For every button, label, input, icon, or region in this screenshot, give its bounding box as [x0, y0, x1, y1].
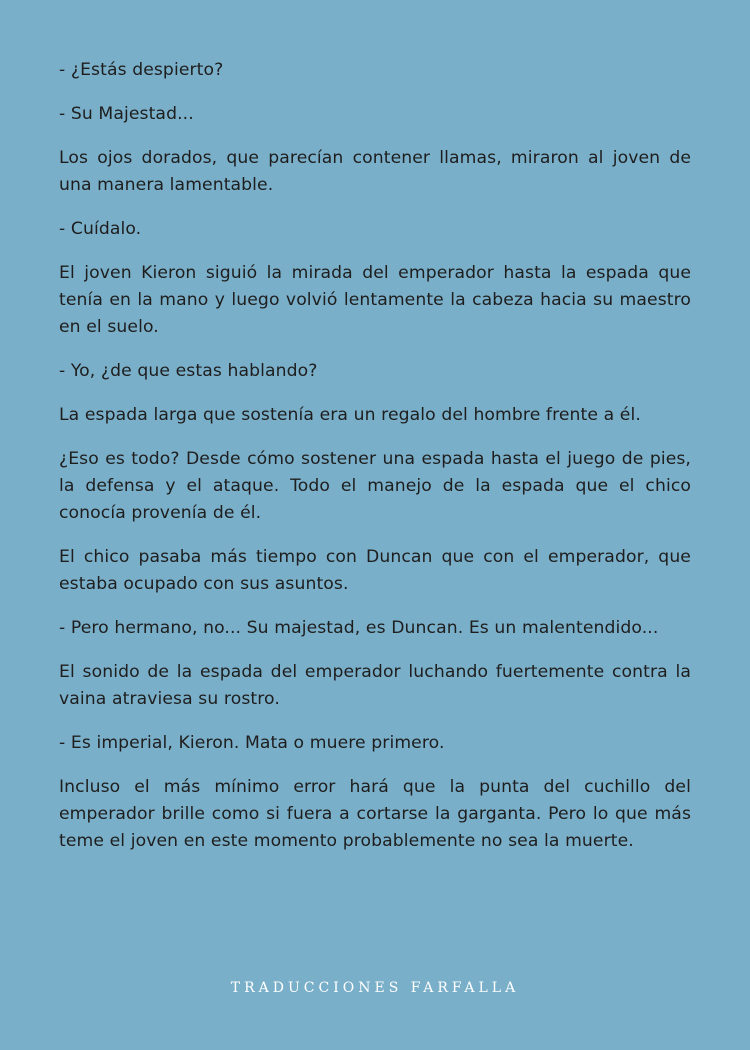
paragraph-6: - Yo, ¿de que estas hablando?	[59, 361, 318, 381]
paragraph-2: - Su Majestad...	[59, 104, 194, 124]
paragraph-4: - Cuídalo.	[59, 219, 142, 239]
paragraph-3: Los ojos dorados, que parecían contener llamas, miraron al joven de una manera lamentable.	[59, 148, 691, 195]
story-text	[59, 57, 691, 872]
paragraph-9: El chico pasaba más tiempo con Duncan que con el emperador, que estaba ocupado con sus asuntos.	[59, 547, 691, 594]
paragraph-1: - ¿Estás despierto?	[59, 60, 224, 80]
paragraph-7: La espada larga que sostenía era un regalo del hombre frente a él.	[59, 405, 641, 425]
paragraph-5: El joven Kieron siguió la mirada del emperador hasta la espada que tenía en la mano y luego volvió lentamente la cabeza hacia su maestro en el suelo.	[59, 263, 691, 337]
paragraph-13: Incluso el más mínimo error hará que la punta del cuchillo del emperador brille como si fuera a cortarse la garganta. Pero lo que más teme el joven en este momento probablemente no sea la muerte.	[59, 777, 691, 851]
paragraph-11: El sonido de la espada del emperador luchando fuertemente contra la vaina atraviesa su rostro.	[59, 662, 691, 709]
footer-credit: TRADUCCIONES FARFALLA	[230, 980, 520, 996]
paragraph-8: ¿Eso es todo? Desde cómo sostener una espada hasta el juego de pies, la defensa y el ataque. Todo el manejo de la espada que el chico conocía provenía de él.	[59, 449, 691, 523]
paragraph-12: - Es imperial, Kieron. Mata o muere primero.	[59, 733, 445, 753]
paragraph-10: - Pero hermano, no... Su majestad, es Duncan. Es un malentendido...	[59, 618, 659, 638]
